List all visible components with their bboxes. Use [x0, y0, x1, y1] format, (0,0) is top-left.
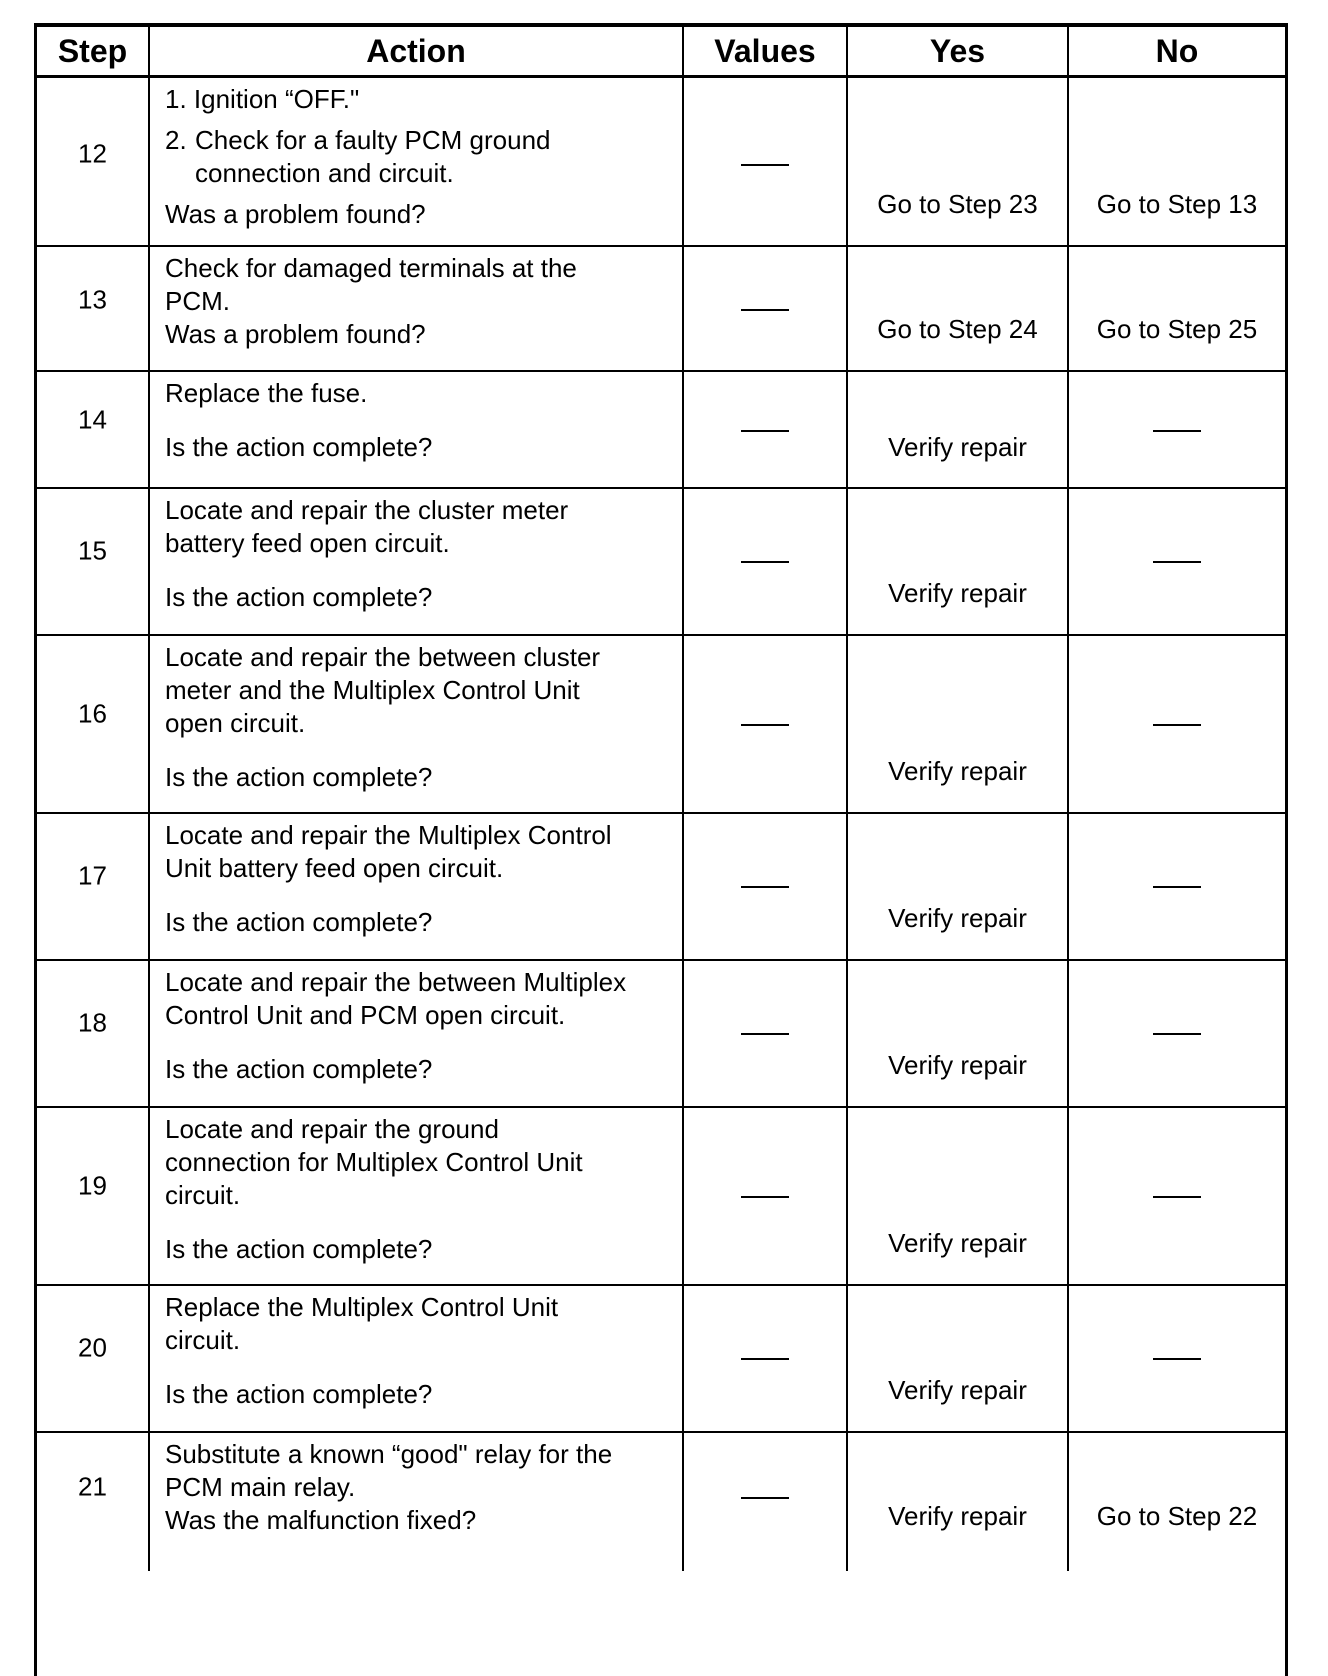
yes-result: Verify repair — [888, 756, 1027, 786]
action-line: circuit. — [165, 1180, 241, 1210]
empty-dash — [741, 561, 789, 563]
values-cell — [684, 1286, 848, 1431]
step-cell — [37, 961, 150, 1106]
header-no: No — [1155, 32, 1199, 69]
step-cell — [37, 372, 150, 487]
empty-dash — [741, 309, 789, 311]
action-item — [165, 124, 670, 190]
values-cell — [684, 247, 848, 370]
empty-dash — [741, 886, 789, 888]
step-number: 14 — [78, 404, 107, 435]
no-cell — [1069, 1433, 1285, 1571]
values-cell — [684, 372, 848, 487]
table-row — [37, 1286, 1285, 1433]
step-number: 17 — [78, 860, 107, 891]
action-question: Is the action complete? — [165, 1234, 433, 1264]
no-cell — [1069, 961, 1285, 1106]
values-cell — [684, 961, 848, 1106]
yes-result: Go to Step 23 — [877, 189, 1038, 219]
yes-result: Verify repair — [888, 432, 1027, 462]
step-cell — [37, 1433, 150, 1571]
yes-result: Verify repair — [888, 1375, 1027, 1405]
action-cell — [150, 1286, 684, 1431]
empty-dash — [1153, 430, 1201, 432]
step-number: 13 — [78, 284, 107, 315]
yes-result: Verify repair — [888, 903, 1027, 933]
action-line: circuit. — [165, 1325, 241, 1355]
action-question: Is the action complete? — [165, 907, 433, 937]
step-cell — [37, 814, 150, 959]
step-number: 21 — [78, 1471, 107, 1502]
yes-result: Verify repair — [888, 1501, 1027, 1531]
action-cell — [150, 247, 684, 370]
table-row — [37, 78, 1285, 247]
action-question: Is the action complete? — [165, 582, 433, 612]
step-number: 12 — [78, 138, 107, 169]
action-item-number: 2. — [165, 125, 187, 155]
yes-cell — [848, 1433, 1069, 1571]
action-question: Is the action complete? — [165, 1054, 433, 1084]
yes-cell — [848, 1108, 1069, 1284]
action-line: Control Unit and PCM open circuit. — [165, 1000, 566, 1030]
header-step: Step — [37, 27, 150, 75]
step-cell — [37, 636, 150, 812]
action-question: Was a problem found? — [165, 199, 426, 229]
yes-cell — [848, 78, 1069, 245]
no-cell — [1069, 78, 1285, 245]
header-yes: Yes — [848, 27, 1069, 75]
yes-result: Go to Step 24 — [877, 314, 1038, 344]
step-cell — [37, 489, 150, 634]
action-cell — [150, 1108, 684, 1284]
action-line: battery feed open circuit. — [165, 528, 450, 558]
action-line: Locate and repair the between Multiplex — [165, 967, 627, 997]
action-line: Locate and repair the cluster meter — [165, 495, 569, 525]
yes-cell — [848, 247, 1069, 370]
no-cell — [1069, 372, 1285, 487]
empty-dash — [1153, 724, 1201, 726]
step-cell — [37, 247, 150, 370]
action-line: Check for a faulty PCM ground — [195, 125, 551, 155]
step-cell — [37, 78, 150, 245]
table-row — [37, 372, 1285, 489]
step-number: 15 — [78, 535, 107, 566]
no-result: Go to Step 25 — [1096, 314, 1258, 344]
empty-dash — [1153, 1033, 1201, 1035]
empty-dash — [741, 1196, 789, 1198]
values-cell — [684, 489, 848, 634]
action-cell — [150, 1433, 684, 1571]
empty-dash — [1153, 561, 1201, 563]
values-cell — [684, 1433, 848, 1571]
action-line: open circuit. — [165, 708, 306, 738]
no-result: Go to Step 22 — [1096, 1501, 1258, 1531]
empty-dash — [741, 1358, 789, 1360]
action-line: Check for damaged terminals at the — [165, 253, 577, 283]
step-number: 18 — [78, 1007, 107, 1038]
yes-result: Verify repair — [888, 578, 1027, 608]
yes-result: Verify repair — [888, 1228, 1027, 1258]
action-line: connection and circuit. — [195, 158, 454, 188]
no-result: Go to Step 13 — [1096, 189, 1258, 219]
empty-dash — [1153, 886, 1201, 888]
action-cell — [150, 489, 684, 634]
yes-cell — [848, 1286, 1069, 1431]
empty-dash — [741, 1033, 789, 1035]
empty-dash — [1153, 1196, 1201, 1198]
table-row — [37, 489, 1285, 636]
empty-dash — [741, 1497, 789, 1499]
action-line: Substitute a known “good" relay for the — [165, 1439, 613, 1469]
yes-cell — [848, 636, 1069, 812]
values-cell — [684, 814, 848, 959]
action-cell — [150, 78, 684, 245]
yes-cell — [848, 489, 1069, 634]
empty-dash — [1153, 1358, 1201, 1360]
action-cell — [150, 636, 684, 812]
values-cell — [684, 636, 848, 812]
header-values: Values — [684, 27, 848, 75]
no-cell — [1069, 814, 1285, 959]
action-line: Locate and repair the between cluster — [165, 642, 601, 672]
action-question: Was the malfunction fixed? — [165, 1505, 477, 1535]
action-question: Is the action complete? — [165, 1379, 433, 1409]
values-cell — [684, 1108, 848, 1284]
action-cell — [150, 814, 684, 959]
action-line: PCM main relay. — [165, 1472, 356, 1502]
action-line: Locate and repair the Multiplex Control — [165, 820, 612, 850]
step-number: 16 — [78, 698, 107, 729]
action-line: Locate and repair the ground — [165, 1114, 499, 1144]
action-question: Is the action complete? — [165, 432, 433, 462]
empty-dash — [741, 724, 789, 726]
action-line: meter and the Multiplex Control Unit — [165, 675, 580, 705]
values-cell — [684, 78, 848, 245]
action-line: Replace the Multiplex Control Unit — [165, 1292, 559, 1322]
no-cell — [1069, 1108, 1285, 1284]
no-cell — [1069, 1286, 1285, 1431]
no-cell — [1069, 247, 1285, 370]
action-cell — [150, 372, 684, 487]
table-row — [37, 247, 1285, 372]
yes-cell — [848, 961, 1069, 1106]
action-question: Is the action complete? — [165, 762, 433, 792]
action-question: Was a problem found? — [165, 319, 426, 349]
table-row — [37, 814, 1285, 961]
table-row — [37, 961, 1285, 1108]
step-number: 20 — [78, 1332, 107, 1363]
action-item: 1. Ignition “OFF." — [165, 84, 360, 114]
no-cell — [1069, 636, 1285, 812]
action-line: PCM. — [165, 286, 230, 316]
yes-cell — [848, 814, 1069, 959]
no-cell — [1069, 489, 1285, 634]
yes-cell — [848, 372, 1069, 487]
header-action: Action — [150, 27, 684, 75]
table-header-row — [37, 27, 1285, 78]
action-cell — [150, 961, 684, 1106]
action-line: Unit battery feed open circuit. — [165, 853, 504, 883]
action-line: Replace the fuse. — [165, 378, 368, 408]
empty-dash — [741, 430, 789, 432]
table-row — [37, 1108, 1285, 1286]
diagnostic-table — [34, 23, 1288, 1676]
action-line: connection for Multiplex Control Unit — [165, 1147, 583, 1177]
yes-result: Verify repair — [888, 1050, 1027, 1080]
table-row — [37, 1433, 1285, 1571]
step-number: 19 — [78, 1170, 107, 1201]
step-cell — [37, 1286, 150, 1431]
empty-dash — [741, 164, 789, 166]
step-cell — [37, 1108, 150, 1284]
table-row — [37, 636, 1285, 814]
